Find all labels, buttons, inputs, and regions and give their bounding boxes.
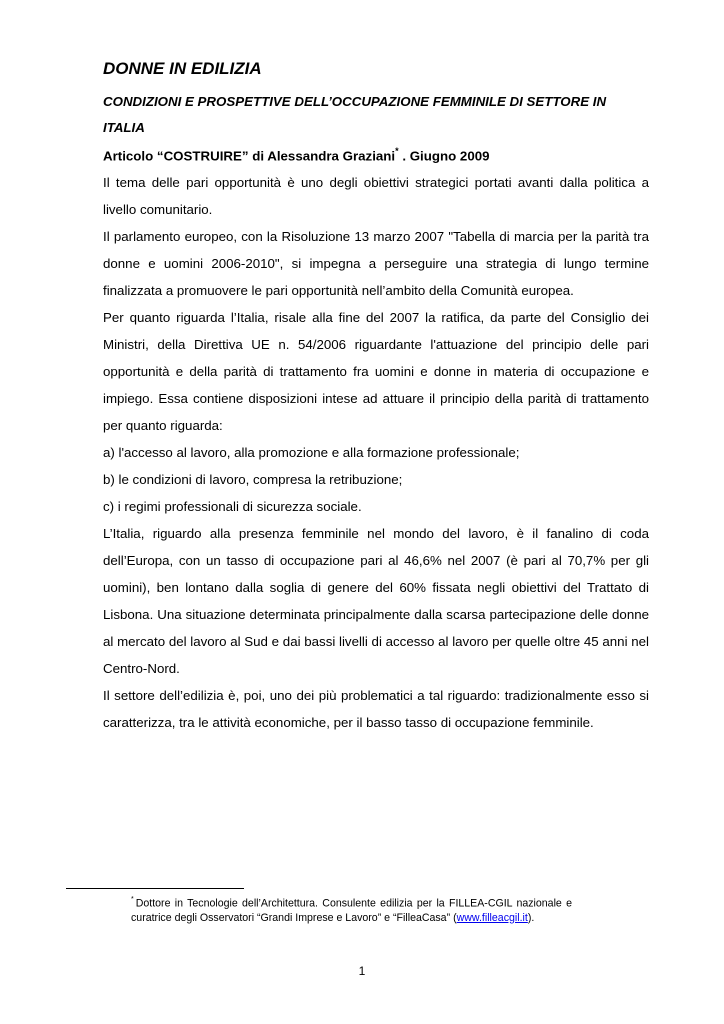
paragraph: L’Italia, riguardo alla presenza femminile nel mondo del lavoro, è il fanalino di coda dell’Europa, con un tasso di occupazione pari al 46,6% nel 2007 (è pari al 70,7% per gli uomini), ben lontano dalla soglia di genere del 60% fissata negli obiettivi del Trattato di Lisbona. Una situazione determinata principalmente dalla scarsa partecipazione delle donne al mercato del lavoro al Sud e dai bassi livelli di accesso al lavoro per quelle oltre 45 anni nel Centro-Nord. <box>103 526 649 676</box>
footnote-marker: * <box>131 896 134 903</box>
paragraph: Il parlamento europeo, con la Risoluzione 13 marzo 2007 "Tabella di marcia per la parità tra donne e uomini 2006-2010", si impegna a perseguire una strategia di lungo termine finalizzata a promuovere le pari opportunità nell’ambito della Comunità europea. <box>103 229 649 298</box>
footnote-link[interactable]: www.filleacgil.it <box>456 911 528 924</box>
article-byline <box>103 147 490 163</box>
footnote-separator <box>66 888 244 889</box>
footnote-link-close: ). <box>527 911 535 924</box>
page-number: 1 <box>358 964 366 978</box>
paragraph: Per quanto riguarda l’Italia, risale alla fine del 2007 la ratifica, da parte del Consiglio dei Ministri, della Direttiva UE n. 54/2006 riguardante l'attuazione del principio delle pari opportunità e della parità di trattamento fra uomini e donne in materia di occupazione e impiego. Essa contiene disposizioni intese ad attuare il principio della parità di trattamento per quanto riguarda: <box>103 310 649 433</box>
footnote-reference-marker[interactable]: * <box>395 146 399 156</box>
footnote <box>131 894 572 925</box>
paragraph: Il settore dell’edilizia è, poi, uno dei più problematici a tal riguardo: tradizionalmente esso si caratterizza, tra le attività economiche, per il basso tasso di occupazione femminile. <box>103 688 649 730</box>
document-title: DONNE IN EDILIZIA <box>103 59 262 78</box>
document-subtitle: CONDIZIONI E PROSPETTIVE DELL’OCCUPAZIONE FEMMINILE DI SETTORE IN ITALIA <box>103 94 607 135</box>
list-item: b) le condizioni di lavoro, compresa la retribuzione; <box>103 472 403 487</box>
footnote-link-open: ( <box>453 911 457 924</box>
article-date: . Giugno 2009 <box>398 148 490 164</box>
list-item: a) l'accesso al lavoro, alla promozione e alla formazione professionale; <box>103 445 520 460</box>
footnote-text <box>131 894 572 925</box>
paragraph: Il tema delle pari opportunità è uno degli obiettivi strategici portati avanti dalla politica a livello comunitario. <box>103 175 649 217</box>
list-item: c) i regimi professionali di sicurezza sociale. <box>103 499 362 514</box>
article-byline-text: Articolo “COSTRUIRE” di Alessandra Graziani <box>103 148 396 164</box>
footnote-body: Dottore in Tecnologie dell’Architettura. Consulente edilizia per la FILLEA-CGIL nazionale e curatrice degli Osservatori “Grandi Imprese e Lavoro” e “FilleaCasa” <box>131 897 572 924</box>
body-text <box>103 169 649 736</box>
